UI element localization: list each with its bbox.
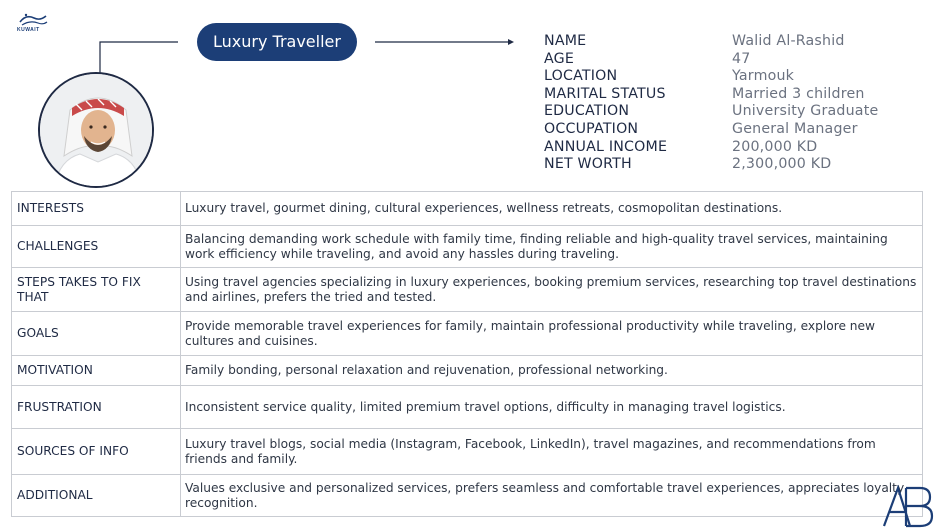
table-row bbox=[12, 226, 923, 268]
row-label-steps: STEPS TAKES TO FIX THAT bbox=[12, 268, 181, 312]
profile-row bbox=[544, 103, 924, 121]
table-row bbox=[12, 386, 923, 429]
profile-row bbox=[544, 121, 924, 139]
profile-key-annual-income: ANNUAL INCOME bbox=[544, 138, 668, 155]
table-row bbox=[12, 312, 923, 356]
avatar bbox=[38, 72, 154, 188]
profile-row bbox=[544, 86, 924, 104]
table-row bbox=[12, 356, 923, 386]
table-row bbox=[12, 429, 923, 475]
profile-details bbox=[544, 33, 924, 174]
profile-value-annual-income: 200,000 KD bbox=[732, 138, 818, 155]
row-label-additional: ADDITIONAL bbox=[12, 475, 181, 517]
profile-value-occupation: General Manager bbox=[732, 120, 858, 137]
profile-key-name: NAME bbox=[544, 33, 587, 49]
row-text-goals: Provide memorable travel experiences for family, maintain professional productivity while traveling, explore new cultures and cuisines. bbox=[181, 312, 923, 356]
profile-key-marital-status: MARITAL STATUS bbox=[544, 85, 666, 102]
profile-key-location: LOCATION bbox=[544, 68, 618, 85]
table-row bbox=[12, 475, 923, 517]
persona-title-pill: Luxury Traveller bbox=[197, 23, 357, 61]
row-label-motivation: MOTIVATION bbox=[12, 356, 181, 386]
row-label-sources-of-info: SOURCES OF INFO bbox=[12, 429, 181, 475]
ab-monogram-icon bbox=[880, 480, 936, 528]
profile-key-net-worth: NET WORTH bbox=[544, 156, 632, 173]
profile-row bbox=[544, 139, 924, 157]
profile-row bbox=[544, 33, 924, 51]
profile-value-net-worth: 2,300,000 KD bbox=[732, 156, 832, 173]
row-text-steps: Using travel agencies specializing in luxury experiences, booking premium services, researching top travel destinations and airlines, prefers the tried and tested. bbox=[181, 268, 923, 312]
row-text-motivation: Family bonding, personal relaxation and rejuvenation, professional networking. bbox=[181, 356, 923, 386]
row-text-sources-of-info: Luxury travel blogs, social media (Instagram, Facebook, LinkedIn), travel magazines, and recommendations from friends and family. bbox=[181, 429, 923, 475]
row-text-frustration: Inconsistent service quality, limited premium travel options, difficulty in managing travel logistics. bbox=[181, 386, 923, 429]
profile-key-education: EDUCATION bbox=[544, 103, 630, 120]
logo-wordmark: KUWAIT bbox=[17, 27, 40, 33]
persona-table bbox=[11, 191, 923, 517]
row-label-goals: GOALS bbox=[12, 312, 181, 356]
profile-value-age: 47 bbox=[732, 50, 751, 67]
profile-row bbox=[544, 156, 924, 174]
row-label-frustration: FRUSTRATION bbox=[12, 386, 181, 429]
row-text-additional: Values exclusive and personalized services, prefers seamless and comfortable travel experiences, appreciates loyalty recognition. bbox=[181, 475, 923, 517]
row-label-challenges: CHALLENGES bbox=[12, 226, 181, 268]
avatar-portrait-icon bbox=[40, 74, 154, 188]
profile-value-marital-status: Married 3 children bbox=[732, 85, 865, 102]
profile-value-education: University Graduate bbox=[732, 103, 879, 120]
row-text-challenges: Balancing demanding work schedule with family time, finding reliable and high-quality travel services, maintaining work efficiency while traveling, and avoid any hassles during traveling. bbox=[181, 226, 923, 268]
profile-key-occupation: OCCUPATION bbox=[544, 120, 639, 137]
profile-key-age: AGE bbox=[544, 50, 575, 67]
profile-row bbox=[544, 68, 924, 86]
kuwait-logo-icon bbox=[16, 10, 50, 38]
profile-value-name: Walid Al-Rashid bbox=[732, 33, 845, 49]
row-text-interests: Luxury travel, gourmet dining, cultural experiences, wellness retreats, cosmopolitan destinations. bbox=[181, 192, 923, 226]
profile-value-location: Yarmouk bbox=[732, 68, 795, 85]
row-label-interests: INTERESTS bbox=[12, 192, 181, 226]
profile-row bbox=[544, 51, 924, 69]
table-row bbox=[12, 268, 923, 312]
table-row bbox=[12, 192, 923, 226]
